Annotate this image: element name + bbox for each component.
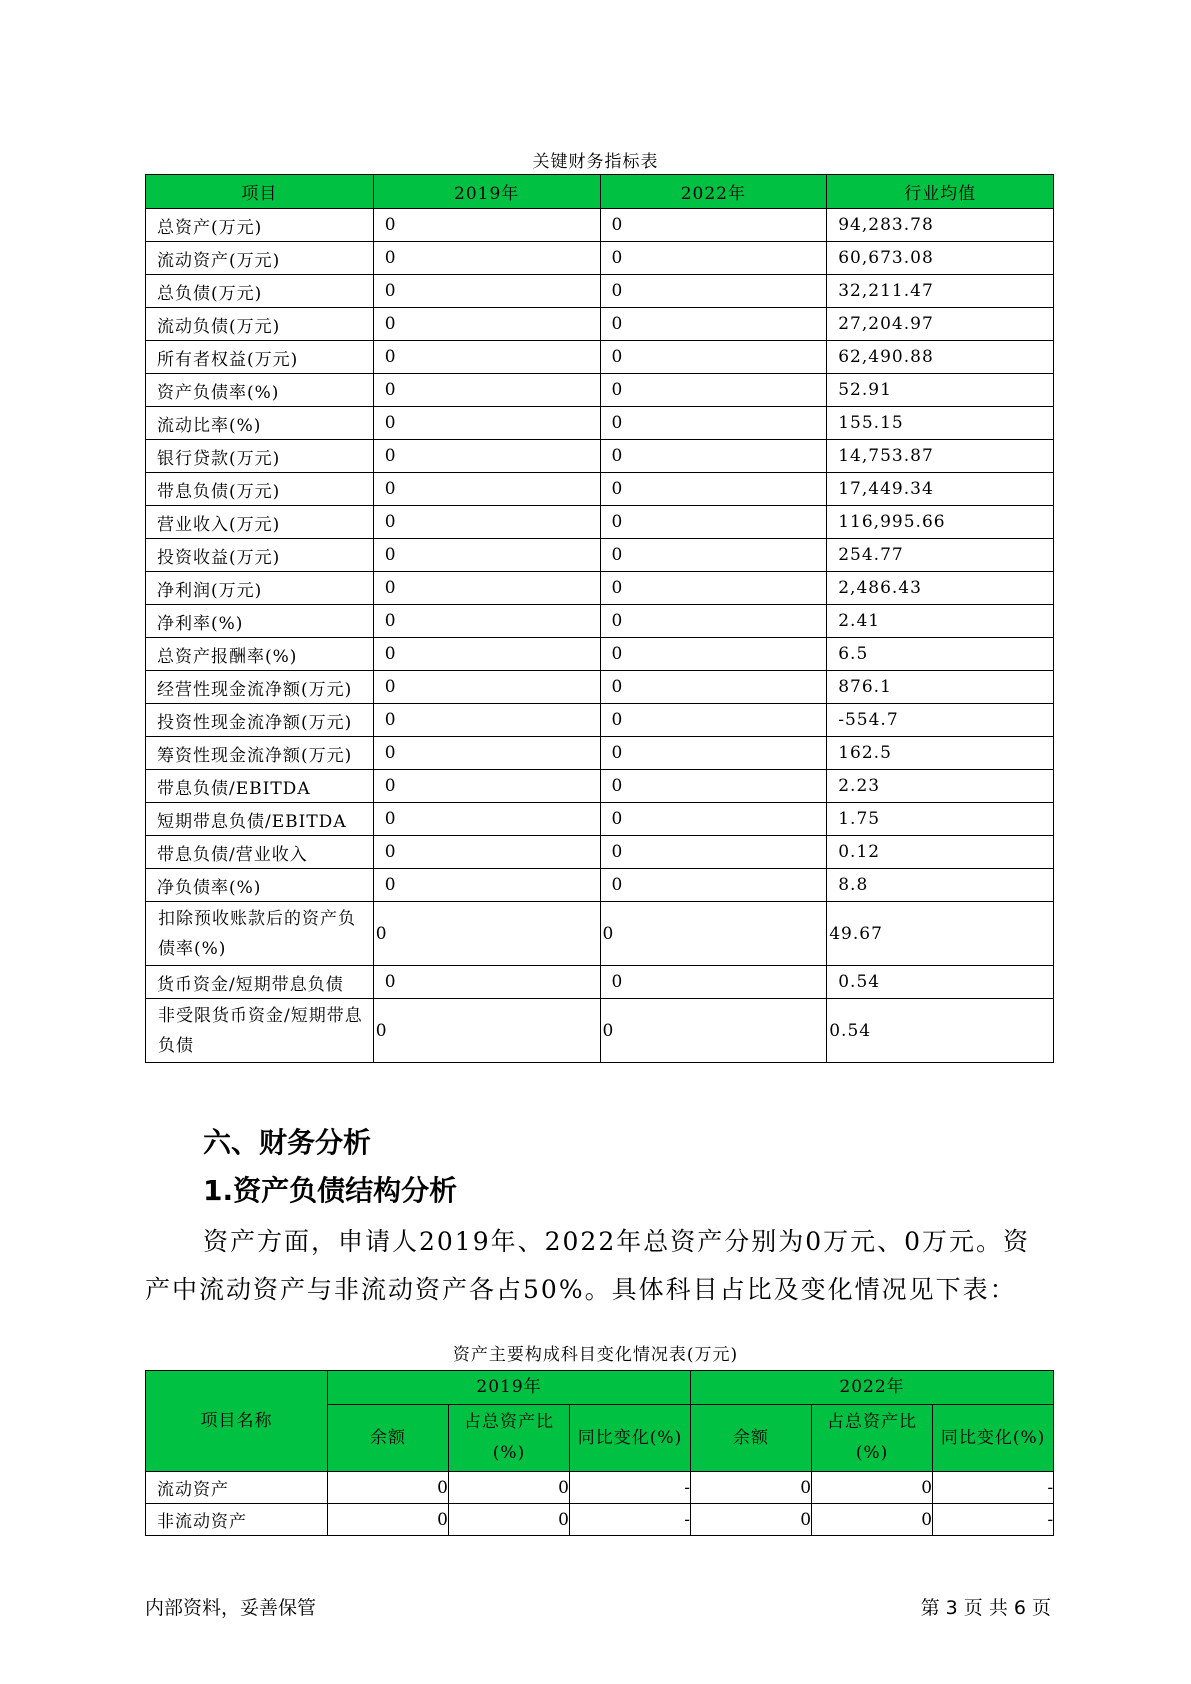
asset-table-body: [146, 1472, 1054, 1536]
asset-cell-value: -: [933, 1472, 1054, 1504]
kpi-year-value: 0: [600, 539, 827, 572]
kpi-year-value: 0: [600, 242, 827, 275]
kpi-industry-avg: 155.15: [827, 407, 1054, 440]
kpi-item-name: 投资收益(万元): [146, 539, 374, 572]
kpi-item-name: 扣除预收账款后的资产负债率(%): [146, 902, 374, 966]
kpi-year-value: 0: [373, 506, 600, 539]
kpi-year-value: 0: [600, 407, 827, 440]
kpi-item-name: 所有者权益(万元): [146, 341, 374, 374]
asset-subheader-share-2022: 占总资产比(%): [812, 1405, 933, 1472]
kpi-industry-avg: 94,283.78: [827, 209, 1054, 242]
kpi-item-name: 资产负债率(%): [146, 374, 374, 407]
kpi-year-value: 0: [373, 209, 600, 242]
kpi-industry-avg: 32,211.47: [827, 275, 1054, 308]
asset-cell-value: -: [570, 1472, 691, 1504]
asset-cell-value: -: [933, 1504, 1054, 1536]
asset-header-item: 项目名称: [146, 1371, 328, 1472]
table-row: [146, 605, 1054, 638]
kpi-year-value: 0: [373, 605, 600, 638]
kpi-item-name: 经营性现金流净额(万元): [146, 671, 374, 704]
kpi-year-value: 0: [373, 966, 600, 999]
kpi-table: [145, 174, 1054, 1063]
asset-subheader-balance-2022: 余额: [691, 1405, 812, 1472]
kpi-year-value: 0: [600, 572, 827, 605]
asset-table: [145, 1370, 1054, 1536]
asset-header-2022: 2022年: [691, 1371, 1054, 1405]
kpi-item-name: 净负债率(%): [146, 869, 374, 902]
asset-cell-value: 0: [328, 1472, 449, 1504]
kpi-year-value: 0: [600, 605, 827, 638]
kpi-year-value: 0: [600, 869, 827, 902]
kpi-industry-avg: 1.75: [827, 803, 1054, 836]
kpi-year-value: 0: [373, 308, 600, 341]
kpi-header-item: 项目: [146, 175, 374, 209]
kpi-header-industry-avg: 行业均值: [827, 175, 1054, 209]
kpi-year-value: 0: [600, 704, 827, 737]
asset-table-caption: 资产主要构成科目变化情况表(万元): [452, 1345, 739, 1365]
kpi-year-value: 0: [373, 803, 600, 836]
table-row: [146, 341, 1054, 374]
kpi-table-caption: 关键财务指标表: [532, 152, 659, 172]
table-row: [146, 209, 1054, 242]
kpi-year-value: 0: [373, 407, 600, 440]
kpi-year-value: 0: [373, 440, 600, 473]
kpi-year-value: 0: [373, 999, 600, 1063]
kpi-industry-avg: 6.5: [827, 638, 1054, 671]
kpi-item-name: 营业收入(万元): [146, 506, 374, 539]
kpi-year-value: 0: [600, 341, 827, 374]
kpi-year-value: 0: [600, 440, 827, 473]
kpi-item-name: 流动负债(万元): [146, 308, 374, 341]
sub-heading: 1.资产负债结构分析: [203, 1174, 458, 1207]
kpi-year-value: 0: [373, 638, 600, 671]
kpi-item-name: 带息负债(万元): [146, 473, 374, 506]
table-row: [146, 902, 1054, 966]
asset-cell-value: 0: [812, 1504, 933, 1536]
kpi-industry-avg: 0.54: [827, 966, 1054, 999]
kpi-year-value: 0: [600, 209, 827, 242]
kpi-year-value: 0: [373, 902, 600, 966]
kpi-item-name: 总资产报酬率(%): [146, 638, 374, 671]
kpi-header-2019: 2019年: [373, 175, 600, 209]
kpi-industry-avg: 254.77: [827, 539, 1054, 572]
kpi-item-name: 银行贷款(万元): [146, 440, 374, 473]
kpi-industry-avg: 876.1: [827, 671, 1054, 704]
kpi-industry-avg: 52.91: [827, 374, 1054, 407]
asset-header-row-1: [146, 1371, 1054, 1405]
kpi-year-value: 0: [600, 308, 827, 341]
kpi-year-value: 0: [600, 999, 827, 1063]
footer-left: 内部资料，妥善保管: [145, 1597, 317, 1619]
table-row: [146, 836, 1054, 869]
table-row: [146, 539, 1054, 572]
kpi-industry-avg: 60,673.08: [827, 242, 1054, 275]
kpi-item-name: 净利率(%): [146, 605, 374, 638]
table-row: [146, 407, 1054, 440]
kpi-industry-avg: 2.41: [827, 605, 1054, 638]
kpi-item-name: 带息负债/EBITDA: [146, 770, 374, 803]
asset-cell-value: 0: [328, 1504, 449, 1536]
kpi-industry-avg: 8.8: [827, 869, 1054, 902]
kpi-year-value: 0: [373, 572, 600, 605]
body-paragraph: 资产方面，申请人2019年、2022年总资产分别为0万元、0万元。资产中流动资产与非流动资产各占50%。具体科目占比及变化情况见下表：: [145, 1227, 1031, 1304]
table-row: [146, 638, 1054, 671]
kpi-item-name: 带息负债/营业收入: [146, 836, 374, 869]
asset-subheader-yoy-2022: 同比变化(%): [933, 1405, 1054, 1472]
kpi-item-name: 净利润(万元): [146, 572, 374, 605]
table-row: [146, 1504, 1054, 1536]
table-row: [146, 869, 1054, 902]
kpi-industry-avg: 0.12: [827, 836, 1054, 869]
kpi-year-value: 0: [373, 836, 600, 869]
kpi-year-value: 0: [373, 671, 600, 704]
table-row: [146, 374, 1054, 407]
table-row: [146, 572, 1054, 605]
asset-cell-value: 0: [691, 1504, 812, 1536]
kpi-header-row: [146, 175, 1054, 209]
kpi-year-value: 0: [600, 473, 827, 506]
kpi-item-name: 流动资产(万元): [146, 242, 374, 275]
footer-page-number: 第 3 页 共 6 页: [920, 1597, 1051, 1619]
asset-item-name: 非流动资产: [146, 1504, 328, 1536]
table-row: [146, 671, 1054, 704]
kpi-year-value: 0: [600, 770, 827, 803]
table-row: [146, 770, 1054, 803]
kpi-header-2022: 2022年: [600, 175, 827, 209]
asset-cell-value: 0: [449, 1504, 570, 1536]
kpi-item-name: 筹资性现金流净额(万元): [146, 737, 374, 770]
asset-cell-value: 0: [691, 1472, 812, 1504]
kpi-year-value: 0: [600, 374, 827, 407]
table-row: [146, 275, 1054, 308]
kpi-year-value: 0: [600, 836, 827, 869]
kpi-year-value: 0: [373, 473, 600, 506]
asset-cell-value: 0: [812, 1472, 933, 1504]
kpi-item-name: 流动比率(%): [146, 407, 374, 440]
kpi-item-name: 投资性现金流净额(万元): [146, 704, 374, 737]
asset-subheader-balance-2019: 余额: [328, 1405, 449, 1472]
asset-item-name: 流动资产: [146, 1472, 328, 1504]
table-row: [146, 704, 1054, 737]
kpi-item-name: 总资产(万元): [146, 209, 374, 242]
kpi-industry-avg: 0.54: [827, 999, 1054, 1063]
kpi-industry-avg: -554.7: [827, 704, 1054, 737]
table-row: [146, 473, 1054, 506]
kpi-year-value: 0: [373, 704, 600, 737]
kpi-year-value: 0: [373, 341, 600, 374]
kpi-industry-avg: 162.5: [827, 737, 1054, 770]
kpi-year-value: 0: [373, 242, 600, 275]
kpi-year-value: 0: [600, 638, 827, 671]
asset-header-2019: 2019年: [328, 1371, 691, 1405]
kpi-year-value: 0: [600, 902, 827, 966]
kpi-table-body: [146, 209, 1054, 1063]
kpi-industry-avg: 49.67: [827, 902, 1054, 966]
kpi-item-name: 货币资金/短期带息负债: [146, 966, 374, 999]
section-heading: 六、财务分析: [203, 1126, 372, 1159]
kpi-industry-avg: 62,490.88: [827, 341, 1054, 374]
kpi-industry-avg: 14,753.87: [827, 440, 1054, 473]
kpi-year-value: 0: [373, 374, 600, 407]
asset-cell-value: 0: [449, 1472, 570, 1504]
kpi-industry-avg: 17,449.34: [827, 473, 1054, 506]
kpi-year-value: 0: [373, 869, 600, 902]
kpi-year-value: 0: [600, 275, 827, 308]
kpi-year-value: 0: [600, 671, 827, 704]
table-row: [146, 308, 1054, 341]
kpi-industry-avg: 116,995.66: [827, 506, 1054, 539]
table-row: [146, 440, 1054, 473]
table-row: [146, 966, 1054, 999]
kpi-industry-avg: 27,204.97: [827, 308, 1054, 341]
kpi-item-name: 总负债(万元): [146, 275, 374, 308]
kpi-year-value: 0: [600, 737, 827, 770]
kpi-item-name: 短期带息负债/EBITDA: [146, 803, 374, 836]
asset-cell-value: -: [570, 1504, 691, 1536]
table-row: [146, 242, 1054, 275]
asset-subheader-share-2019: 占总资产比(%): [449, 1405, 570, 1472]
kpi-year-value: 0: [600, 506, 827, 539]
kpi-industry-avg: 2,486.43: [827, 572, 1054, 605]
kpi-year-value: 0: [373, 770, 600, 803]
table-row: [146, 999, 1054, 1063]
kpi-industry-avg: 2.23: [827, 770, 1054, 803]
table-row: [146, 737, 1054, 770]
kpi-year-value: 0: [600, 803, 827, 836]
kpi-year-value: 0: [373, 539, 600, 572]
kpi-year-value: 0: [373, 275, 600, 308]
kpi-item-name: 非受限货币资金/短期带息负债: [146, 999, 374, 1063]
kpi-year-value: 0: [600, 966, 827, 999]
table-row: [146, 1472, 1054, 1504]
table-row: [146, 506, 1054, 539]
table-row: [146, 803, 1054, 836]
kpi-year-value: 0: [373, 737, 600, 770]
asset-subheader-yoy-2019: 同比变化(%): [570, 1405, 691, 1472]
